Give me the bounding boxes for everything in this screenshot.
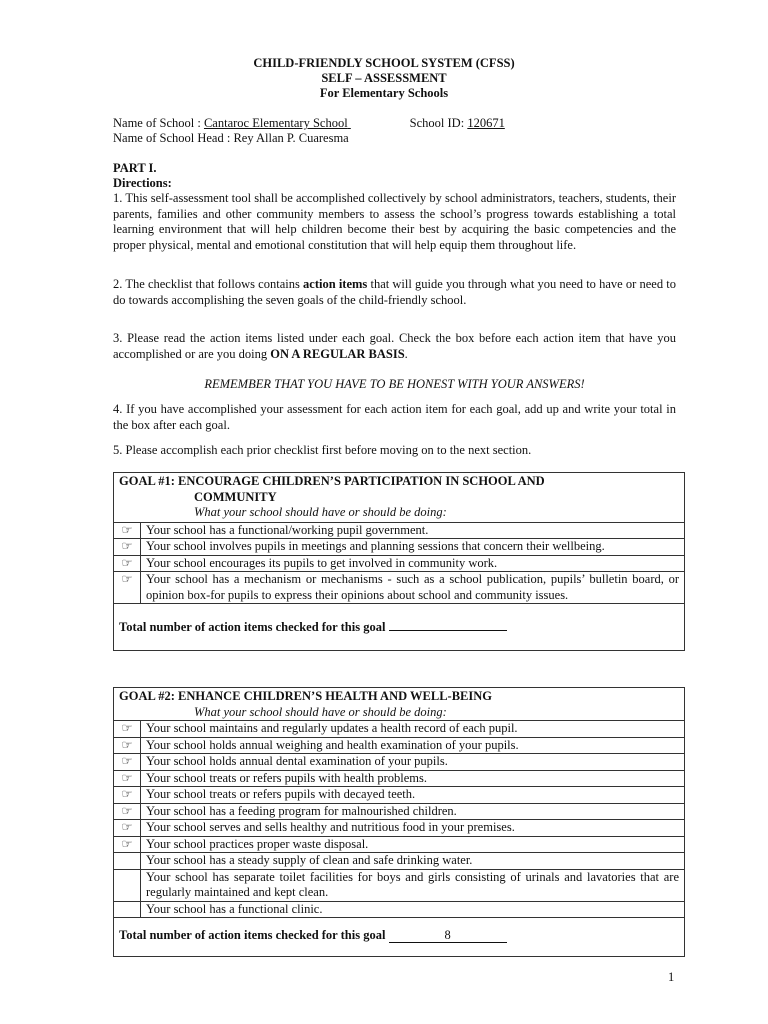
- page-number: 1: [668, 970, 675, 984]
- checkbox-icon[interactable]: ☞: [114, 787, 141, 804]
- action-item: Your school practices proper waste disposal.: [141, 836, 685, 853]
- goal-2-title: GOAL #2: ENHANCE CHILDREN’S HEALTH AND WELL-BEING: [119, 689, 492, 703]
- goal-1-total-label: Total number of action items checked for this goal: [119, 620, 386, 634]
- empty-checkbox[interactable]: [114, 853, 141, 870]
- checkbox-icon[interactable]: ☞: [114, 539, 141, 556]
- direction-1: 1. This self-assessment tool shall be accomplished collectively by school administrators, teachers, students, their parents, families and other community members to assess the school’s progress towards establishing a total learning environment that will help children become their best by acquiring the basic competencies and the proper physical, mental and emotional constitution that will help equip them throughout life.: [113, 191, 676, 252]
- goal-1-total-field[interactable]: [389, 616, 507, 631]
- school-head-line: [113, 131, 349, 147]
- checkbox-icon[interactable]: ☞: [114, 803, 141, 820]
- goal-1-subtitle: What your school should have or should be doing:: [194, 505, 447, 519]
- honesty-reminder: REMEMBER THAT YOU HAVE TO BE HONEST WITH YOUR ANSWERS!: [204, 377, 585, 391]
- table-row: [114, 836, 685, 853]
- school-name-value: Cantaroc Elementary School: [203, 116, 348, 130]
- table-row: [114, 853, 685, 870]
- table-row: [114, 901, 685, 918]
- action-item: Your school has a functional clinic.: [141, 901, 685, 918]
- school-info-line: [113, 116, 505, 132]
- direction-4: 4. If you have accomplished your assessment for each action item for each goal, add up and write your total in the box after each goal.: [113, 402, 676, 432]
- table-row: [114, 522, 685, 539]
- action-item: Your school treats or refers pupils with decayed teeth.: [141, 787, 685, 804]
- table-row: [114, 803, 685, 820]
- table-row: [114, 721, 685, 738]
- table-row: [114, 770, 685, 787]
- directions-heading: Directions:: [113, 176, 172, 190]
- checkbox-icon[interactable]: ☞: [114, 770, 141, 787]
- action-item: Your school has a feeding program for malnourished children.: [141, 803, 685, 820]
- checkbox-icon[interactable]: ☞: [114, 522, 141, 539]
- direction-5: 5. Please accomplish each prior checklist first before moving on to the next section.: [113, 443, 532, 457]
- table-row: [114, 555, 685, 572]
- table-row: [114, 787, 685, 804]
- school-head-label: Name of School Head :: [113, 131, 231, 145]
- checkbox-icon[interactable]: ☞: [114, 737, 141, 754]
- empty-checkbox[interactable]: [114, 901, 141, 918]
- action-item: Your school involves pupils in meetings and planning sessions that concern their wellbeing.: [141, 539, 685, 556]
- goal-2-subtitle: What your school should have or should be doing:: [194, 704, 447, 719]
- checkbox-icon[interactable]: ☞: [114, 836, 141, 853]
- table-row: [114, 539, 685, 556]
- doc-title: CHILD-FRIENDLY SCHOOL SYSTEM (CFSS): [253, 56, 515, 70]
- table-row: [114, 869, 685, 901]
- goal-2-table: [113, 687, 685, 957]
- table-row: [114, 572, 685, 604]
- action-item: Your school holds annual weighing and health examination of your pupils.: [141, 737, 685, 754]
- direction-3: 3. Please read the action items listed under each goal. Check the box before each action item that have you accomplished or are you doing ON A REGULAR BASIS.: [113, 331, 676, 361]
- checkbox-icon[interactable]: ☞: [114, 754, 141, 771]
- goal-1-title: GOAL #1: ENCOURAGE CHILDREN’S PARTICIPATION IN SCHOOL AND COMMUNITY: [119, 474, 545, 504]
- goal-1-table: [113, 472, 685, 651]
- empty-checkbox[interactable]: [114, 869, 141, 901]
- action-item: Your school has a functional/working pupil government.: [141, 522, 685, 539]
- checkbox-icon[interactable]: ☞: [114, 721, 141, 738]
- action-item: Your school has separate toilet facilities for boys and girls consisting of urinals and lavatories that are regularly maintained and kept clean.: [141, 869, 685, 901]
- table-row: [114, 737, 685, 754]
- school-id-label: School ID:: [409, 116, 465, 130]
- school-name-label: Name of School :: [113, 116, 201, 130]
- checkbox-icon[interactable]: ☞: [114, 572, 141, 604]
- checkbox-icon[interactable]: ☞: [114, 820, 141, 837]
- part-heading: PART I.: [113, 161, 157, 175]
- goal-2-total-label: Total number of action items checked for this goal: [119, 928, 386, 942]
- action-item: Your school treats or refers pupils with health problems.: [141, 770, 685, 787]
- school-head-value: Rey Allan P. Cuaresma: [233, 131, 349, 145]
- action-item: Your school serves and sells healthy and nutritious food in your premises.: [141, 820, 685, 837]
- action-item: Your school holds annual dental examination of your pupils.: [141, 754, 685, 771]
- action-item: Your school encourages its pupils to get involved in community work.: [141, 555, 685, 572]
- direction-2: 2. The checklist that follows contains action items that will guide you through what you need to have or need to do towards accomplishing the seven goals of the child-friendly school.: [113, 277, 676, 307]
- doc-audience: For Elementary Schools: [319, 86, 449, 100]
- table-row: [114, 754, 685, 771]
- goal-2-total-field[interactable]: 8: [389, 928, 507, 943]
- checkbox-icon[interactable]: ☞: [114, 555, 141, 572]
- doc-subtitle: SELF – ASSESSMENT: [321, 71, 447, 85]
- action-item: Your school has a steady supply of clean and safe drinking water.: [141, 853, 685, 870]
- action-item: Your school has a mechanism or mechanisms - such as a school publication, pupils’ bulletin board, or opinion box-for pupils to express their opinions about school and community issues.: [141, 572, 685, 604]
- table-row: [114, 820, 685, 837]
- action-item: Your school maintains and regularly updates a health record of each pupil.: [141, 721, 685, 738]
- school-id-value: 120671: [467, 116, 505, 130]
